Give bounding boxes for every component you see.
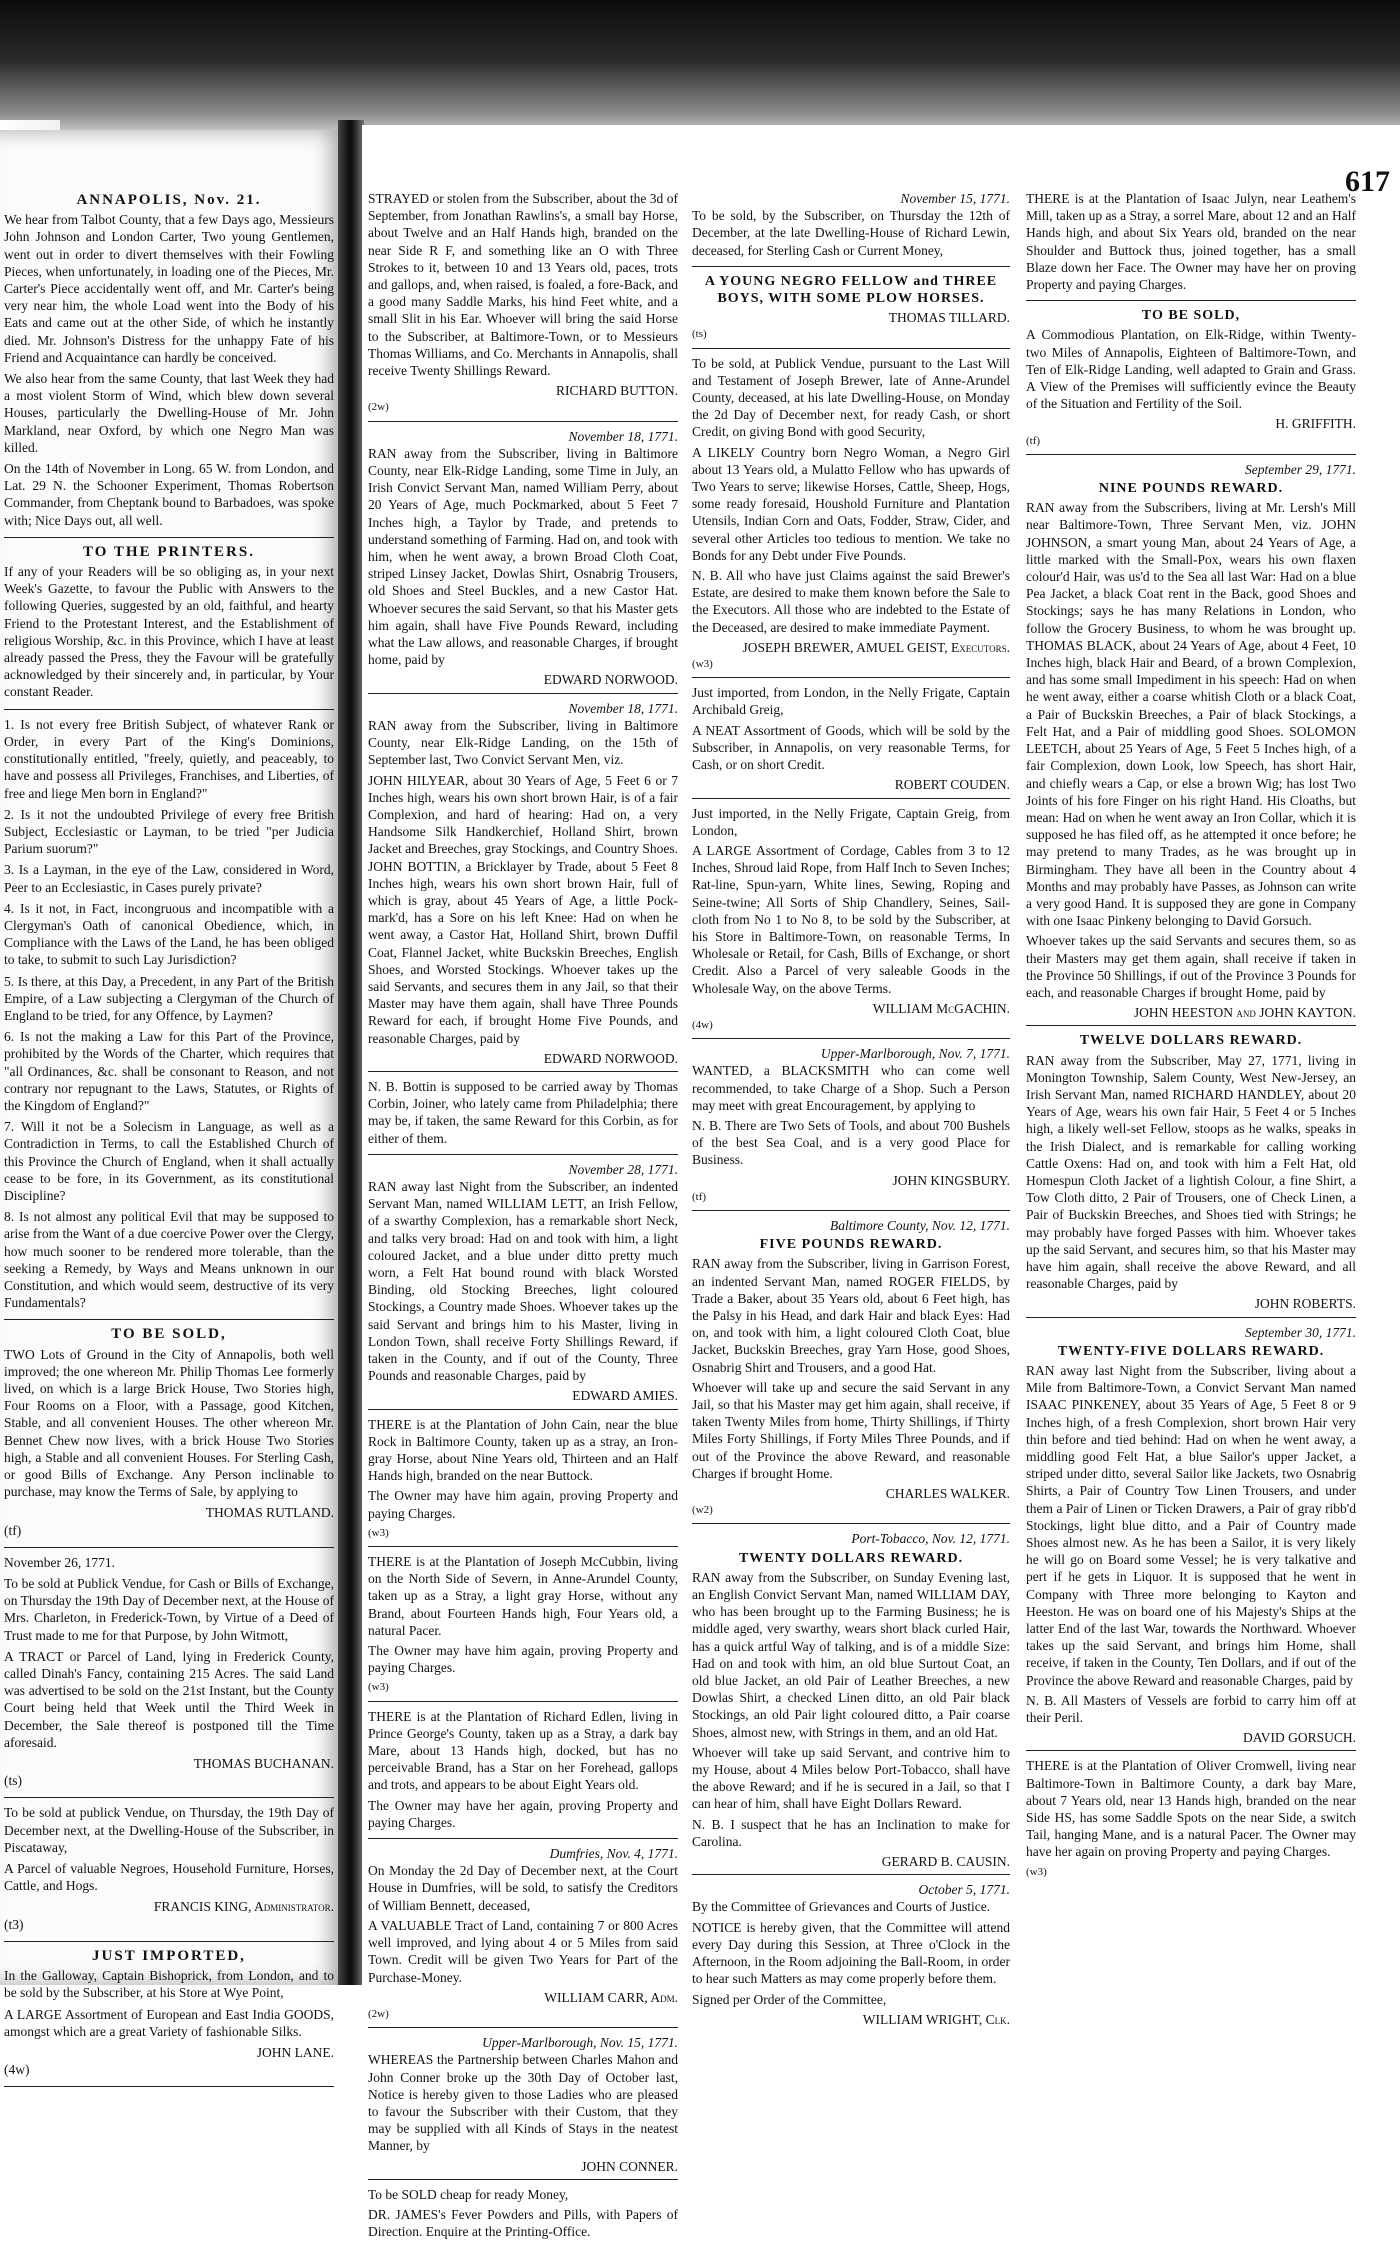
section-heading: JUST IMPORTED, xyxy=(92,1947,246,1964)
ad-paragraph: RAN away last Night from the Subscriber, an indented Servant Man, named WILLIAM LETT, an Irish Fellow, of a swarthy Complexion, has a remarkable short Neck, and talks very broad: Had on and took with him, a light coloured Jacket, and a blue under ditto pretty much worn, a Felt Hat bound round with black Worsted Binding, old Stocking Breeches, light coloured Stockings, a Country made Shoes. Whoever takes up the said Servant and brings him to his Master, living in London Town, shall receive Forty Shillings Reward, if taken in the County, and if out of the County, Three Pounds and reasonable Charges, paid by xyxy=(368,1178,678,1384)
ad-paragraph: By the Committee of Grievances and Courts of Justice. xyxy=(692,1899,991,1915)
ad-signature: EDWARD NORWOOD. xyxy=(543,1050,678,1066)
advertisement xyxy=(368,1553,678,1702)
page-number: 617 xyxy=(1345,165,1390,198)
ad-heading: FIVE POUNDS REWARD. xyxy=(759,1237,943,1253)
insertion-code: (ts) xyxy=(4,1773,22,1789)
ad-paragraph: THERE is at the Plantation of Richard Edlen, living in Prince George's County, taken up as a Stray, a dark bay Mare, about 13 Hands high, docked, but has no perceivable Brand, has a Star on her Forehead, gallops and trots, and appears to be about Eight Years old. xyxy=(368,1708,678,1793)
advertisement xyxy=(692,1217,1010,1524)
ad-paragraph: RAN away last Night from the Subscriber, living about a Mile from Baltimore-Town, a Convict Servant Man named ISAAC PINKENEY, about 35 Years of Age, 5 Feet 8 or 9 Inches high, of a fresh Complexion, short brown Hair very thin before and tied behind: Had on when he went away, a middling good Felt Hat, a blue Sailor's upper Jacket, a striped under ditto, several Sailor like Jackets, two Osnabrig Shirts, a Pair of Country Tow Linen Trousers, and under them a Pair of Linen or Ticken Drawers, a Pair of gray ribb'd Stockings, light blue ditto, and a Pair of Country made Shoes almost new. As he has been a Sailor, it is very likely he will go on Board some Vessel; he is very talkative and pert if he gets in Liquor. It is supposed that he went in Company with Three more belonging to Kayton and Heeston. He was on board one of his Majesty's Ships at the latter End of the last War, towards the Northward. Whoever takes up the said Servant, and brings him Home, shall receive, if taken in the County, Ten Dollars, and if out of the Province the above Reward and reasonable Charges, paid by xyxy=(1026,1363,1356,1688)
ad-paragraph: THERE is at the Plantation of John Cain, near the blue Rock in Baltimore County, taken up as a stray, an Iron-gray Horse, about Nine Years old, Thirteen and an Half Hands high, branded on the near Buttock. xyxy=(368,1416,678,1484)
insertion-code: (w3) xyxy=(368,1526,389,1539)
advertisement xyxy=(1026,190,1356,301)
left-section xyxy=(4,192,334,538)
ad-paragraph: N. B. I suspect that he has an Inclination to make for Carolina. xyxy=(692,1816,1010,1849)
ad-dateline: November 18, 1771. xyxy=(568,428,678,444)
paragraph: A LARGE Assortment of European and East India GOODS, amongst which are a great Variety of fashionable Silks. xyxy=(4,2006,334,2039)
ad-signature: JOHN ROBERTS. xyxy=(1254,1296,1356,1312)
ad-paragraph: N. B. All who have just Claims against the said Brewer's Estate, are desired to make them known before the Sale to the Executors. All those who are indebted to the Estate of the Deceased, are desired to make immediate Payment. xyxy=(692,568,1010,635)
advertisement xyxy=(1026,461,1356,1027)
paragraph: If any of your Readers will be so obliging as, in your next Week's Gazette, to favour the Public with Answers to the following Queries, suggested by an old, faithful, and hearty Friend to the Protestant Interest, and the Establishment of religious Worship, &c. in this Province, which I have at least already passed the Press, they the Favour will be gratefully acknowledged by their sincerely and, in particular, by Your constant Reader. xyxy=(4,564,334,700)
ad-heading: TWENTY DOLLARS REWARD. xyxy=(738,1550,964,1566)
ad-heading: NINE POUNDS REWARD. xyxy=(1098,481,1284,497)
advertisement xyxy=(368,190,678,422)
insertion-code: (tf) xyxy=(1026,434,1041,447)
ad-paragraph: The Owner may have him again, proving Property and paying Charges. xyxy=(368,1643,678,1676)
paragraph: In the Galloway, Captain Bishoprick, from London, and to be sold by the Subscriber, at his Store at Wye Point, xyxy=(4,1968,334,2001)
ad-paragraph: RAN away from the Subscriber, living in Baltimore County, near Elk-Ridge Landing, some Time in July, an Irish Convict Servant Man, named William Perry, about 20 Years of Age, much Pockmarked, about 5 Feet 7 Inches high, a Taylor by Trade, and pretends to understand something of Farming. Had on, and took with him, when he went away, a brown Broad Cloth Coat, striped Linsey Jacket, Dowlas Shirt, Osnabrig Trousers, old Shoes and Steel Buckles, and a new Castor Hat. Whoever secures the said Servant, so that his Master gets him again, shall have Five Pounds Reward, including what the Law allows, and reasonable Charges, if brought home, paid by xyxy=(368,445,678,668)
ad-paragraph: RAN away from the Subscriber, May 27, 1771, living in Monington Township, Salem County, West New-Jersey, an Irish Servant Man, named RICHARD HANDLEY, about 20 Years of Age, wears his own fair Hair, 5 Feet 4 or 5 Inches high, a likely well-set Fellow, stoops as he walks, speaks in the Irish Dialect, and is remarkable for calling working Cattle Oxens: Had on, and took with him a Felt Hat, old Homespun Cloth Jacket of a lightish Colour, a fine Shirt, a Tow Cloth ditto, 2 Pair of Trousers, one of Check Linen, a Pair of Buckskin Breeches, and Shoes tied with Strings; he may probably have forged Passes with him. Whoever takes up the said Servant, and secures him, so that his Master may have him again, shall receive the above Reward, and all reasonable Charges, paid by xyxy=(1026,1052,1356,1292)
advertisement xyxy=(692,1881,1010,2032)
ad-paragraph: Signed per Order of the Committee, xyxy=(692,1991,887,2007)
ad-paragraph: JOHN HILYEAR, about 30 Years of Age, 5 Feet 6 or 7 Inches high, wears his own short brown Hair, is of a fair Complexion, and hard of hearing: Had on, a very Handsome Silk Handkerchief, Holland Shirt, brown Jacket and Breeches, gray Stockings, and Country Shoes. JOHN BOTTIN, a Bricklayer by Trade, about 5 Feet 8 Inches high, wears his own short brown Hair, full of which is gray, about 45 Years of Age, a little Pock-mark'd, has a Sore on his left Knee: Had on when he went away, a Castor Hat, Holland Shirt, brown Duffil Coat, Flannel Jacket, white Buckskin Breeches, English Shoes, and Worsted Stockings. Whoever takes up the said Servants, and secures them in any Jail, so that their Master may have them again, shall have Three Pounds Reward for each, if brought Home Five Pounds, and reasonable Charges, paid by xyxy=(368,772,678,1046)
ad-dateline: September 29, 1771. xyxy=(1245,461,1356,477)
advertisement xyxy=(692,684,1010,798)
ad-signature: JOHN KINGSBURY. xyxy=(892,1172,1010,1188)
ad-dateline: September 30, 1771. xyxy=(1245,1324,1356,1340)
advertisement xyxy=(692,1045,1010,1211)
signature: THOMAS RUTLAND. xyxy=(205,1505,334,1521)
insertion-code: (2w) xyxy=(368,401,389,414)
ad-heading: TO BE SOLD, xyxy=(1141,308,1241,324)
section-heading: TO THE PRINTERS. xyxy=(83,543,255,560)
paragraph: A TRACT or Parcel of Land, lying in Frederick County, called Dinah's Fancy, containing 215 Acres. The said Land was advertised to be sold on the 21st Instant, but the County Court being held that Week until the Third Week in December, the Sale thereof is postponed till the Time aforesaid. xyxy=(4,1648,334,1750)
insertion-code: (t3) xyxy=(4,1916,24,1932)
ad-paragraph: Whoever will take up said Servant, and contrive him to my House, about 4 Miles below Port-Tobacco, shall have the above Reward; and if he is secured in a Jail, so that I can hear of him, shall have Eight Dollars Reward. xyxy=(692,1744,1010,1812)
ad-signature: GERARD B. CAUSIN. xyxy=(881,1854,1010,1870)
advertisement xyxy=(692,1530,1010,1875)
signature: JOHN LANE. xyxy=(256,2044,334,2060)
book-spine xyxy=(338,120,364,1985)
advertisement xyxy=(692,273,1010,349)
ad-paragraph: To be sold, at Publick Vendue, pursuant to the Last Will and Testament of Joseph Brewer, late of Anne-Arundel County, deceased, at his late Dwelling-House, on Monday the 2d Day of December next, for ready Cash, or short Credit, on giving Bond with good Security, xyxy=(692,355,1010,440)
paragraph: A Parcel of valuable Negroes, Household Furniture, Horses, Cattle, and Hogs. xyxy=(4,1861,334,1894)
ad-paragraph: WHEREAS the Partnership between Charles Mahon and John Conner broke up the 30th Day of October last, Notice is hereby given to those Ladies who are pleased to favour the Subscriber with their Custom, that they may be supplied with all Kinds of Stays in the neatest Manner, by xyxy=(368,2052,678,2154)
ad-paragraph: N. B. Bottin is supposed to be carried away by Thomas Corbin, Joiner, who lately came from Philadelphia; there may be, if taken, the same Reward for this Corbin, as for either of them. xyxy=(368,1078,678,1146)
advertisement xyxy=(692,805,1010,1040)
ad-paragraph: N. B. All Masters of Vessels are forbid to carry him off at their Peril. xyxy=(1026,1692,1356,1726)
ad-signature: DAVID GORSUCH. xyxy=(1242,1730,1356,1746)
ad-dateline: Upper-Marlborough, Nov. 15, 1771. xyxy=(482,2035,678,2051)
paragraph: November 26, 1771. xyxy=(4,1554,115,1570)
advertisement xyxy=(1026,1324,1356,1752)
column-1 xyxy=(368,190,678,2240)
insertion-code: (w3) xyxy=(368,1681,389,1694)
ad-dateline: Dumfries, Nov. 4, 1771. xyxy=(549,1846,678,1862)
advertisement xyxy=(368,1708,678,1839)
insertion-code: (4w) xyxy=(4,2062,30,2078)
insertion-code: (w3) xyxy=(1026,1865,1047,1878)
ad-paragraph: THERE is at the Plantation of Oliver Cromwell, living near Baltimore-Town in Baltimore County, a dark bay Mare, about 7 Years old, near 13 Hands high, branded on the near Side HS, has some Saddle Spots on the near Side, a switch Tail, hanging Mane, and is a natural Pacer. The Owner may have her again on proving Property and paying Charges. xyxy=(1026,1758,1356,1860)
paragraph: On the 14th of November in Long. 65 W. from London, and Lat. 29 N. the Schooner Experiment, Thomas Robertson Commander, from Cheptank bound to Barbadoes, was spoke with; Nice Days out, all well. xyxy=(4,461,334,528)
ad-dateline: Baltimore County, Nov. 12, 1771. xyxy=(830,1217,1010,1233)
ad-paragraph: THERE is at the Plantation of Isaac Julyn, near Leathem's Mill, taken up as a Stray, a sorrel Mare, about 12 and an Half Hands high, and about Six Years old, branded on the near Shoulder and Buttock thus, joined together, has a small Blaze down her Face. The Owner may have her on proving Property and paying Charges. xyxy=(1026,191,1356,293)
advertisement xyxy=(1026,307,1356,455)
ad-paragraph: WANTED, a BLACKSMITH who can come well recommended, to take Charge of a Shop. Such a Person may meet with great Encouragement, by applying to xyxy=(692,1063,1010,1113)
ad-paragraph: A Commodious Plantation, on Elk-Ridge, within Twenty-two Miles of Annapolis, Eighteen of Baltimore-Town, and Ten of Elk-Ridge Landing, well adapted to Grain and Grass. A View of the Premises will sufficiently evince the Beauty of the Situation and Fertility of the Soil. xyxy=(1026,327,1356,412)
ad-paragraph: A LARGE Assortment of Cordage, Cables from 3 to 12 Inches, Shroud laid Rope, from Half Inch to Seven Inches; Rat-line, Spun-yarn, White lines, Sewing, Roping and Seine-twine; All Sorts of Ship Chandlery, Seines, Sail-cloth from No 1 to No 8, to be sold by the Subscriber, at his Store in Baltimore-Town, on reasonable Terms, In Wholesale or Retail, for Cash, Bills of Exchange, or short Credit. Also a Parcel of very saleable Goods in the Wholesale Way, on the above Terms. xyxy=(692,842,1010,996)
left-section xyxy=(4,1804,334,1941)
ad-paragraph: RAN away from the Subscribers, living at Mr. Lersh's Mill near Baltimore-Town, Three Servant Men, viz. JOHN JOHNSON, a smart young Man, about 24 Years of Age, a little marked with the Small-Pox, wears his own flaxen colour'd Hair, was us'd to the Sea all last War: Had on a blue Pea Jacket, a black Coat rent in the Back, good Shoes and Stockings; says he has many Relations in London, who follow the Grocery Business, to whom he was brought up. THOMAS BLACK, about 24 Years of Age, about 4 Feet, 10 Inches high, black Hair and Beard, of a brown Complexion, and has some small Impediment in his speech: Had on when he went away, either a coarse whitish Cloth or a black Coat, a Pair of Buckskin Breeches, a Pair of black Stockings, a Felt Hat, and a Pair of middling good Shoes. SOLOMON LEETCH, about 25 Years of Age, 5 Feet 5 Inches high, of a fair Complexion, down Look, low Speech, has short Hair, and chiefly wears a Cap, or else a brown Wig; has lost Two Joints of his fore Finger on his right Hand. His Cloaths, but mean: Had on when he went away an Iron Collar, which it is supposed he has filed off, as he attempted it once before; he may pretend to many Trades, as he was brought up in Birmingham. They have all been in the Country about 4 Months and may probably have Passes, as Johnson can write a very good Hand. It is supposed they are gone in Company with one Isaac Pinkeny belonging to David Gorsuch. xyxy=(1026,500,1356,929)
ad-signature: JOSEPH BREWER, AMUEL GEIST, Executors. xyxy=(742,639,1010,655)
left-page xyxy=(0,130,350,2078)
ad-signature: CHARLES WALKER. xyxy=(885,1486,1010,1502)
paragraph: 4. Is it not, in Fact, incongruous and incompatible with a Clergyman's Oath of canonical Obedience, which, in Compliance with the Laws of the Land, he has been obliged to take, to submit to such Lay Jurisdiction? xyxy=(4,900,334,968)
column-2 xyxy=(692,190,1010,2027)
ad-paragraph: A LIKELY Country born Negro Woman, a Negro Girl about 13 Years old, a Mulatto Fellow who has upwards of Two Years to serve; likewise Horses, Cattle, Sheep, Hogs, some ready foresaid, Houshold Furniture and Plantation Utensils, Indian Corn and Oats, Fodder, Straw, Cider, and several other Articles too tedious to mention. We take no Bonds for any Debt under Five Pounds. xyxy=(692,444,1010,563)
paragraph: To be sold at publick Vendue, on Thursday, the 19th Day of December next, at the Dwelling-House of the Subscriber, in Piscataway, xyxy=(4,1805,334,1855)
section-heading: TO BE SOLD, xyxy=(111,1326,227,1343)
advertisement xyxy=(368,1845,678,2028)
paragraph: 6. Is not the making a Law for this Part of the Province, prohibited by the Words of the Charter, which requires that "all Ordinances, &c. shall be consonant to Reason, and not contrary nor repugnant to the Laws, Statutes, or Rights of the Kingdom of England?" xyxy=(4,1029,334,1113)
ad-paragraph: A VALUABLE Tract of Land, containing 7 or 800 Acres well improved, and lying about 4 or 5 Miles from said Town. Credit will be given Two Years for Part of the Purchase-Money. xyxy=(368,1917,678,1985)
paragraph: 3. Is a Layman, in the eye of the Law, considered in Word, Peer to an Ecclesiastic, in Cases purely private? xyxy=(4,862,334,895)
left-page-column xyxy=(4,190,334,2093)
signature: THOMAS BUCHANAN. xyxy=(193,1756,334,1772)
ad-signature: EDWARD AMIES. xyxy=(572,1388,678,1404)
left-section xyxy=(4,1326,334,1547)
ad-signature: WILLIAM CARR, Adm. xyxy=(544,1989,678,2005)
ad-signature: WILLIAM McGACHIN. xyxy=(872,1000,1010,1016)
ad-signature: EDWARD NORWOOD. xyxy=(543,672,678,688)
ad-paragraph: RAN away from the Subscriber, living in Baltimore County, near Elk-Ridge Landing, on the 15th of September last, Two Convict Servant Men, viz. xyxy=(368,717,678,768)
ad-paragraph: Just imported, in the Nelly Frigate, Captain Greig, from London, xyxy=(692,805,1010,838)
advertisement xyxy=(368,1078,678,1155)
ad-paragraph: Whoever will take up and secure the said Servant in any Jail, so that his Master may get him again, shall receive, if taken Twenty Miles from home, Thirty Shillings, if Thirty Miles Forty Shillings, if Forty Miles Three Pounds, and if out of the Province the above Reward, and reasonable Charges if brought Home. xyxy=(692,1379,1010,1481)
ad-paragraph: DR. JAMES's Fever Powders and Pills, with Papers of Direction. Enquire at the Printing-Office. xyxy=(368,2206,678,2240)
ad-heading: A YOUNG NEGRO FELLOW and THREE BOYS, WITH SOME PLOW HORSES. xyxy=(704,273,998,307)
insertion-code: (tf) xyxy=(692,1190,707,1203)
ad-dateline: October 5, 1771. xyxy=(918,1882,1010,1898)
left-section xyxy=(4,544,334,710)
ad-dateline: Upper-Marlborough, Nov. 7, 1771. xyxy=(820,1046,1010,1062)
insertion-code: (tf) xyxy=(4,1522,22,1538)
ad-signature: ROBERT COUDEN. xyxy=(894,777,1010,793)
paragraph: We also hear from the same County, that last Week they had a most violent Storm of Wind, which blew down several Houses, particularly the Dwelling-House of Mr. John Markland, near Oxford, by which one Negro Man was killed. xyxy=(4,371,334,455)
ad-paragraph: RAN away from the Subscriber, on Sunday Evening last, an English Convict Servant Man, named WILLIAM DAY, who has been brought up to the Farming Business; he is middle aged, very swarthy, wears short black curled Hair, has a quick artful Way of talking, and is of a middle Size: Had on and took with him, an old blue Surtout Coat, an old blue Jacket, an old Pair of Leather Breeches, a new Dowlas Shirt, a checked Linen ditto, an old Pair black Stockings, an old Pair light coloured ditto, a Pair coarse Shoes, almost new, with Strings in them, and an old Hat. xyxy=(692,1569,1010,1740)
ad-signature: H. GRIFFITH. xyxy=(1275,416,1356,432)
paragraph: 7. Will it not be a Solecism in Language, as well as a Contradiction in Terms, to call the Established Church of this Province the Church of England, when it shall actually cease to be fore, in its Government, as its constitutional Discipline? xyxy=(4,1119,334,1203)
left-section xyxy=(4,716,334,1321)
ad-paragraph: Whoever takes up the said Servants and secures them, so as their Masters may get them again, shall receive if taken in the Province 50 Shillings, if out of the Province 3 Pounds for each, and reasonable Charges if brought Home, paid by xyxy=(1026,933,1356,1000)
paragraph: 1. Is not every free British Subject, of whatever Rank or Order, in every Part of the King's Dominions, constitutionally entitled, "freely, quietly, and peaceably, to have and possess all Privileges, Franchises, and Liberties, of free and liege Men born in England?" xyxy=(4,716,334,801)
ad-paragraph: The Owner may have her again, proving Property and paying Charges. xyxy=(368,1797,678,1830)
advertisement xyxy=(368,1416,678,1547)
advertisement xyxy=(368,2186,678,2247)
ad-paragraph: N. B. There are Two Sets of Tools, and about 700 Bushels of the best Sea Coal, and is a very good Place for Business. xyxy=(692,1117,1010,1168)
ad-heading: TWENTY-FIVE DOLLARS REWARD. xyxy=(1057,1343,1325,1359)
right-page xyxy=(362,125,1400,2240)
ad-paragraph: To be SOLD cheap for ready Money, xyxy=(368,2186,569,2202)
advertisement xyxy=(1026,1032,1356,1317)
ad-dateline: Port-Tobacco, Nov. 12, 1771. xyxy=(851,1531,1010,1547)
signature: FRANCIS KING, Administrator. xyxy=(153,1899,334,1915)
ad-paragraph: A NEAT Assortment of Goods, which will be sold by the Subscriber, in Annapolis, on very reasonable Terms, for Cash, or on short Credit. xyxy=(692,722,1010,773)
ad-paragraph: The Owner may have him again, proving Property and paying Charges. xyxy=(368,1488,678,1521)
insertion-code: (w3) xyxy=(692,658,713,671)
advertisement xyxy=(368,428,678,694)
ad-signature: THOMAS TILLARD. xyxy=(888,310,1010,326)
advertisement xyxy=(692,355,1010,679)
insertion-code: (4w) xyxy=(692,1018,713,1031)
ad-paragraph: Just imported, from London, in the Nelly Frigate, Captain Archibald Greig, xyxy=(692,685,1010,718)
ad-signature: JOHN HEESTON and JOHN KAYTON. xyxy=(1133,1005,1356,1021)
insertion-code: (w2) xyxy=(692,1504,713,1517)
paragraph: We hear from Talbot County, that a few Days ago, Messieurs John Johnson and London Carter, Two young Gentlemen, went out in order to divert themselves with their Fowling Pieces, when unfortunately, in loading one of the Pieces, Mr. Carter's Piece accidentally went off, and Mr. Carter's being very near him, the whole Load went into the Body of his Eats and came out at the other Side, of which he instantly died. Mr. Johnson's Distress for the unhappy Fate of his Friend and Acquaintance can hardly be conceived. xyxy=(4,212,334,365)
advertisement xyxy=(1026,1757,1356,1884)
ad-dateline: November 15, 1771. xyxy=(900,191,1010,206)
ad-heading: TWELVE DOLLARS REWARD. xyxy=(1079,1033,1303,1049)
left-section xyxy=(4,1948,334,2087)
ad-signature: RICHARD BUTTON. xyxy=(555,383,678,399)
ad-dateline: November 18, 1771. xyxy=(568,700,678,716)
ad-paragraph: STRAYED or stolen from the Subscriber, about the 3d of September, from Jonathan Rawlins's, a small bay Horse, about Twelve and an Half Hands high, branded on the near Side R F, and something like an O with Three Strokes to it, between 10 and 13 Years old, paces, trots and gallops, and, when raised, is foaled, a fore-Back, and a good many Saddle Marks, his hind Feet white, and a small Slit in his Ear. Whoever will bring the said Horse to the Subscriber, at Baltimore-Town, or to Messieurs Thomas Williams, and Co. Merchants in Annapolis, shall receive Twenty Shillings Reward. xyxy=(368,191,678,379)
advertisement xyxy=(692,190,1010,267)
ad-signature: WILLIAM WRIGHT, Clk. xyxy=(862,2011,1010,2027)
paragraph: TWO Lots of Ground in the City of Annapolis, both well improved; the one whereon Mr. Philip Thomas Lee formerly lived, on which is a large Brick House, Two Stories high, Four Rooms on a Floor, with a Passage, good Kitchen, Stable, and all convenient Houses. The other whereon Mr. Bennet Chew now lives, with a brick House Two Stories high, a Stable and all convenient Houses. For Sterling Cash, or good Bills of Exchange. Any Person inclinable to purchase, may know the Terms of Sale, by applying to xyxy=(4,1346,334,1500)
paragraph: 8. Is not almost any political Evil that may be supposed to arise from the Want of a due coercive Power over the Clergy, how much sooner to be rendered more tolerable, than the seeking a Remedy, by Ways and Means unknown in our Constitution, and which would seem, destructive of its very Fundamentals? xyxy=(4,1209,334,1311)
ad-paragraph: On Monday the 2d Day of December next, at the Court House in Dumfries, will be sold, to satisfy the Creditors of William Bennett, deceased, xyxy=(368,1863,678,1913)
paragraph: 2. Is it not the undoubted Privilege of every free British Subject, Ecclesiastic or Layman, to be tried "per Judicia Parium suorum?" xyxy=(4,806,334,857)
advertisement xyxy=(368,1161,678,1410)
ad-paragraph: RAN away from the Subscriber, living in Garrison Forest, an indented Servant Man, named ROGER FIELDS, by Trade a Baker, about 35 Years old, about 6 Feet high, has the Palsy in his Head, and dark Hair and black Eyes: Had on, and took with him, a light coloured Cloth Coat, blue Jacket, Buckskin Breeches, gray Yarn Hose, good Shoes, Osnabrig Shirt and Trousers, and a good Hat. xyxy=(692,1256,1010,1375)
ad-paragraph: THERE is at the Plantation of Joseph McCubbin, living on the North Side of Severn, in Anne-Arundel County, taken up as a Stray, a light gray Horse, without any Brand, about Fourteen Hands high, Four Years old, a natural Pacer. xyxy=(368,1554,678,1638)
advertisement xyxy=(368,700,678,1072)
ad-paragraph: To be sold, by the Subscriber, on Thursday the 12th of December, at the late Dwelling-House of Richard Lewin, deceased, for Sterling Cash or Current Money, xyxy=(692,208,1010,258)
left-section xyxy=(4,1554,334,1799)
insertion-code: (ts) xyxy=(692,328,707,341)
column-3 xyxy=(1026,190,1356,1980)
paragraph: To be sold at Publick Vendue, for Cash or Bills of Exchange, on Thursday the 19th Day of December next, at the House of Mrs. Charleton, in Frederick-Town, by Virtue of a Deed of Trust made to me for that Purpose, by John Witmott, xyxy=(4,1576,334,1643)
paragraph: 5. Is there, at this Day, a Precedent, in any Part of the British Empire, of a Law subjecting a Clergyman of the Church of England to be tried, for any Offence, by Laymen? xyxy=(4,973,334,1023)
ad-paragraph: NOTICE is hereby given, that the Committee will attend every Day during this Session, at Three o'Clock in the Afternoon, in the Room adjoining the Ball-Room, in order to hear such Matters as may come properly before them. xyxy=(692,1919,1010,1987)
insertion-code: (2w) xyxy=(368,2007,389,2020)
ad-dateline: November 28, 1771. xyxy=(568,1161,678,1177)
advertisement xyxy=(368,2034,678,2180)
ad-signature: JOHN CONNER. xyxy=(581,2158,678,2174)
section-heading: ANNAPOLIS, Nov. 21. xyxy=(76,192,262,208)
